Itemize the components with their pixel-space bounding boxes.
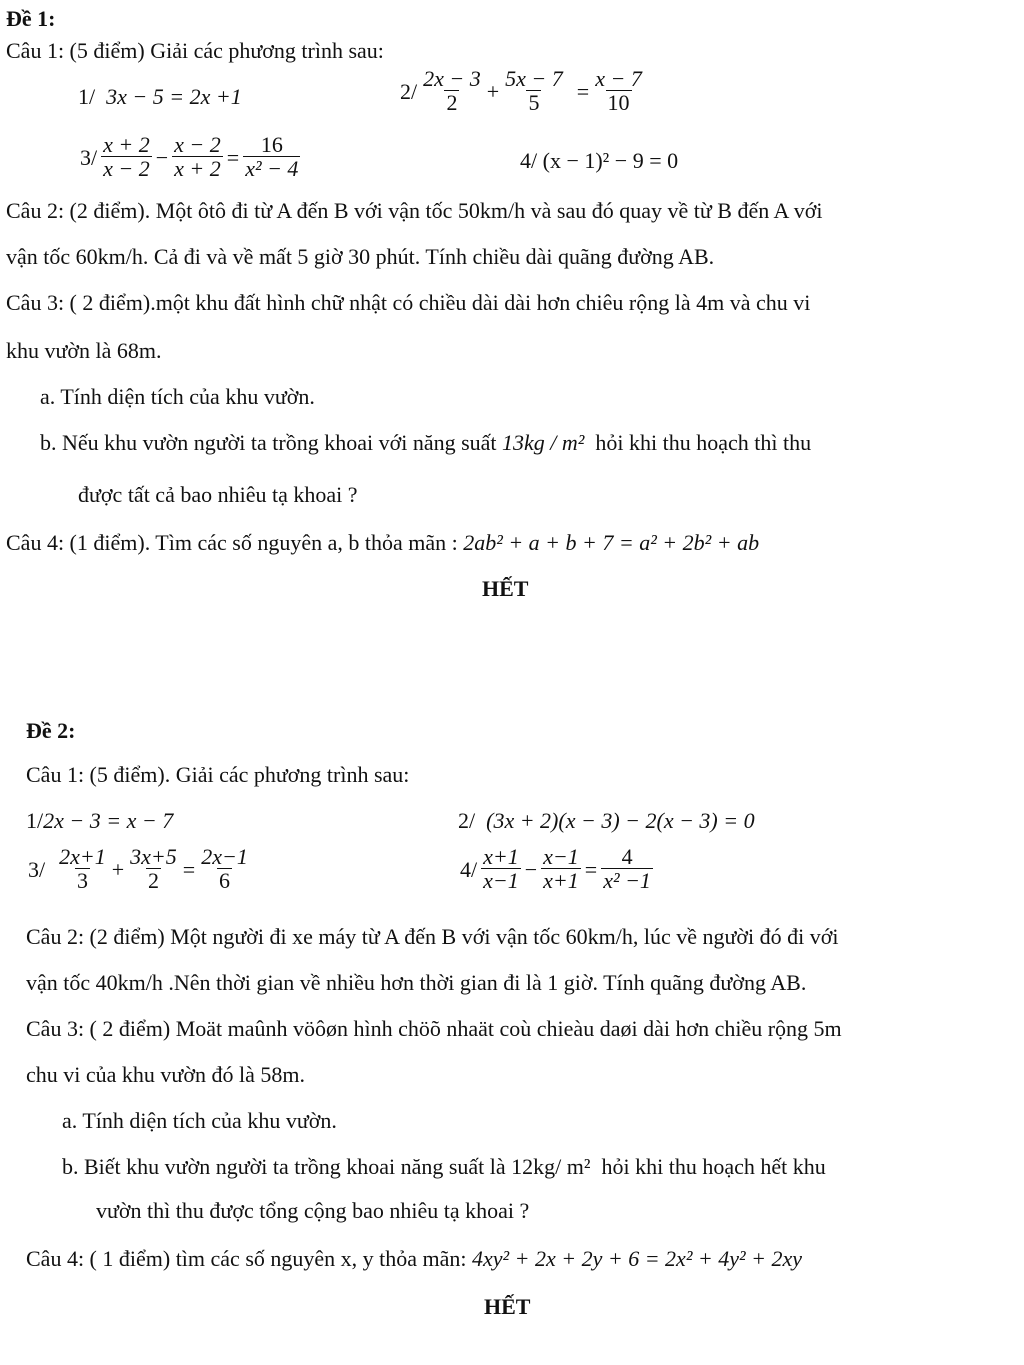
operator: − xyxy=(155,144,169,170)
exam2-q1-heading: Câu 1: (5 điểm). Giải các phương trình sau: xyxy=(26,762,410,787)
operator: + xyxy=(486,78,500,104)
exam1-q2-line1: Câu 2: (2 điểm). Một ôtô đi từ A đến B với vận tốc 50km/h và sau đó quay về từ B đến A với xyxy=(6,198,823,223)
yield-unit: 12kg/ m² xyxy=(511,1154,591,1179)
operator: = xyxy=(584,856,598,882)
fraction: 2x − 3 2 xyxy=(423,66,481,115)
fraction: $\frac{x-1}{x+1}$ xyxy=(543,844,579,893)
operator: − xyxy=(524,856,538,882)
operator: = xyxy=(226,144,240,170)
exam1-q3-line1: Câu 3: ( 2 điểm).một khu đất hình chữ nhật có chiều dài dài hơn chiêu rộng là 4m và chu vi xyxy=(6,290,811,315)
fraction: $\frac{16}{\text{x² − 4}}$ xyxy=(245,132,299,181)
exam1-q1-heading: Câu 1: (5 điểm) Giải các phương trình sau: xyxy=(6,38,384,63)
fraction: $\frac{4}{\text{x² −1}}$ xyxy=(603,844,651,893)
eq-label: 4/ xyxy=(460,856,478,882)
exam2-title: Đề 2: xyxy=(26,718,76,743)
exam2-q1-eq3 xyxy=(26,846,252,893)
eq-label: 1/ xyxy=(26,808,44,833)
eq-expression: 3x − 5 = 2x +1 xyxy=(106,84,242,109)
eq-label: 2/ xyxy=(400,78,418,104)
exam1-q3-line2: khu vườn là 68m. xyxy=(6,338,162,363)
eq-label: 2/ xyxy=(458,808,476,833)
exam2-q3-line1: Câu 3: ( 2 điểm) Moät maûnh vöôøn hình chöõ nhaät coù chieàu daøi dài hơn chiều rộng 5m xyxy=(26,1016,842,1041)
exam1-q1-eq4 xyxy=(520,148,678,174)
eq-label: 4/ xyxy=(520,148,538,173)
exam2-end: HẾT xyxy=(484,1294,531,1319)
yield-unit: 13kg / m² xyxy=(502,430,585,455)
exam2-q1-eq2 xyxy=(458,808,755,834)
exam2-q3-part-b: b. Biết khu vườn người ta trồng khoai năng suất là 12kg/ m² hỏi khi thu hoạch hết khu xyxy=(62,1154,826,1179)
exam2-q3-part-b-cont: vườn thì thu được tổng cộng bao nhiêu tạ khoai ? xyxy=(96,1198,530,1223)
exam2-q4: Câu 4: ( 1 điểm) tìm các số nguyên x, y thỏa mãn: 4xy² + 2x + 2y + 6 = 2x² + 4y² + 2xy xyxy=(26,1246,802,1271)
eq-label: 3/ xyxy=(28,856,46,882)
eq-label: 3/ xyxy=(80,144,98,170)
operator: = xyxy=(576,78,590,104)
exam2-q1-eq4 xyxy=(458,846,655,893)
exam1-q1-eq1 xyxy=(78,84,242,110)
exam1-title: Đề 1: xyxy=(6,6,56,31)
fraction: $\frac{5x - 7}{5}$ xyxy=(505,66,563,115)
q4-equation: 4xy² + 2x + 2y + 6 = 2x² + 4y² + 2xy xyxy=(472,1246,802,1271)
exam1-end: HẾT xyxy=(482,576,529,601)
exam2-q1-eq1 xyxy=(26,808,173,834)
exam2-q2-line2: vận tốc 40km/h .Nên thời gian về nhiều hơn thời gian đi là 1 giờ. Tính quãng đường AB. xyxy=(26,970,807,995)
eq-expression: 2x − 3 = x − 7 xyxy=(43,808,174,833)
exam1-q4: Câu 4: (1 điểm). Tìm các số nguyên a, b thỏa mãn : 2ab² + a + b + 7 = a² + 2b² + ab xyxy=(6,530,760,555)
fraction: $\frac{x - 7}{10}$ xyxy=(595,66,642,115)
exam1-q2-line2: vận tốc 60km/h. Cả đi và về mất 5 giờ 30 phút. Tính chiều dài quãng đường AB. xyxy=(6,244,715,269)
operator: + xyxy=(111,856,125,882)
exam1-q3-part-b: b. Nếu khu vườn người ta trồng khoai với năng suất 13kg / m² hỏi khi thu hoạch thì thu xyxy=(40,430,812,455)
operator: = xyxy=(182,856,196,882)
eq-expression: (x − 1)² − 9 = 0 xyxy=(542,148,679,173)
fraction: $\frac{3x+5}{2}$ xyxy=(130,844,177,893)
exam2-q2-line1: Câu 2: (2 điểm) Một người đi xe máy từ A đến B với vận tốc 60km/h, lúc về người đó đi với xyxy=(26,924,839,949)
exam1-q1-eq3 xyxy=(78,134,302,181)
exam1-q3-part-a: a. Tính diện tích của khu vườn. xyxy=(40,384,315,409)
exam2-q3-part-a: a. Tính diện tích của khu vườn. xyxy=(62,1108,337,1133)
fraction: $\frac{2x-1}{6}$ xyxy=(201,844,248,893)
fraction: x + 2 x − 2 xyxy=(103,132,150,181)
exam1-q3-part-b-cont: được tất cả bao nhiêu tạ khoai ? xyxy=(78,482,358,507)
fraction: $\frac{x - 2}{x + 2}$ xyxy=(174,132,221,181)
eq-expression: (3x + 2)(x − 3) − 2(x − 3) = 0 xyxy=(486,808,755,833)
fraction: 2x+1 3 xyxy=(59,844,106,893)
exam2-q3-line2: chu vi của khu vườn đó là 58m. xyxy=(26,1062,305,1087)
q4-equation: 2ab² + a + b + 7 = a² + 2b² + ab xyxy=(463,530,760,555)
exam1-q1-eq2 xyxy=(398,68,646,115)
fraction: x+1 x−1 xyxy=(483,844,519,893)
eq-label: 1/ xyxy=(78,84,96,109)
